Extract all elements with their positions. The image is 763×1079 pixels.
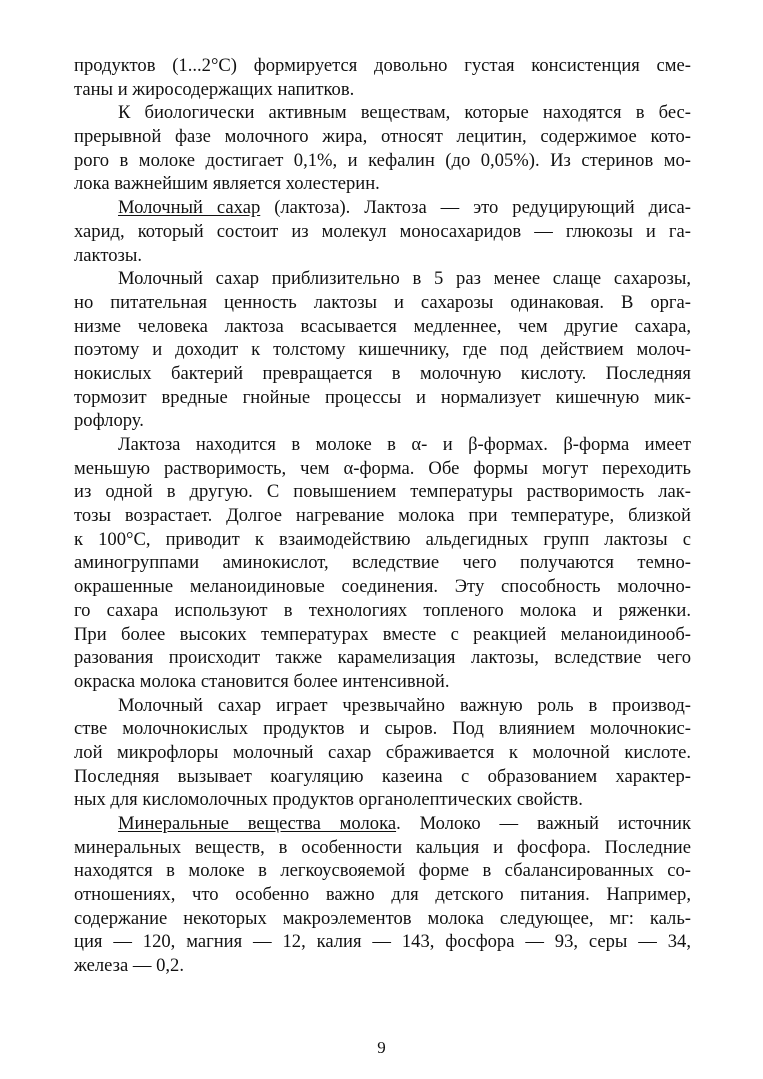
text-line — [74, 196, 691, 220]
text-line — [74, 812, 691, 836]
text-line: железа — 0,2. — [74, 955, 184, 977]
text-line: к 100°С, приводит к взаимодействию альдегидных групп лактозы с — [74, 528, 691, 550]
text-line: рого в молоке достигает 0,1%, и кефалин (до 0,05%). Из стеринов мо- — [74, 149, 691, 171]
text-line: меньшую растворимость, чем α-форма. Обе формы могут переходить — [74, 457, 691, 479]
text-line: харид, который состоит из молекул моносахаридов — глюкозы и га- — [74, 220, 691, 242]
page-text-body — [74, 54, 691, 978]
text-line: рофлору. — [74, 410, 144, 432]
text-line: разования происходит также карамелизация лактозы, вследствие чего — [74, 647, 691, 669]
text-line: ция — 120, магния — 12, калия — 143, фосфора — 93, серы — 34, — [74, 931, 691, 953]
text-line: из одной в другую. С повышением температуры растворимость лак- — [74, 481, 691, 503]
text-line: минеральных веществ, в особенности кальция и фосфора. Последние — [74, 836, 691, 858]
paragraph-lactose-sweetness — [74, 267, 691, 433]
text-line: находятся в молоке в легкоусвояемой форме в сбалансированных со- — [74, 860, 691, 882]
text-line: но питательная ценность лактозы и сахарозы одинаковая. В орга- — [74, 291, 691, 313]
text-line: прерывной фазе молочного жира, относят лецитин, содержимое кото- — [74, 126, 691, 148]
text-line: стве молочнокислых продуктов и сыров. Под влиянием молочнокис- — [74, 718, 691, 740]
text-line: поэтому и доходит к толстому кишечнику, где под действием молоч- — [74, 339, 691, 361]
text-line: лой микрофлоры молочный сахар сбраживается к молочной кислоте. — [74, 741, 691, 763]
text-line: отношениях, что особенно важно для детского питания. Например, — [74, 884, 691, 906]
section-heading-milk-sugar: Молочный сахар — [118, 197, 261, 219]
text-line: тормозит вредные гнойные процессы и нормализует кишечную мик- — [74, 386, 691, 408]
text-line: Лактоза находится в молоке в α- и β-формах. β-форма имеет — [118, 434, 691, 455]
page-number: 9 — [377, 1038, 386, 1057]
text-line: При более высоких температурах вместе с реакцией меланоидинооб- — [74, 623, 691, 645]
paragraph-mineral-substances — [74, 812, 691, 978]
heading-continuation: (лактоза). Лактоза — это редуцирующий диса- — [260, 197, 691, 219]
text-line: аминогруппами аминокислот, вследствие чего получаются темно- — [74, 552, 691, 574]
paragraph-lactose-forms — [74, 433, 691, 694]
text-line: Молочный сахар играет чрезвычайно важную роль в производ- — [118, 694, 691, 716]
text-line: продуктов (1...2°С) формируется довольно густая консистенция сме- — [74, 55, 691, 76]
text-line: тозы возрастает. Долгое нагревание молока при температуре, близкой — [74, 505, 691, 527]
text-line: окраска молока становится более интенсивной. — [74, 670, 450, 692]
paragraph-cream-consistency — [74, 54, 691, 101]
text-line: нокислых бактерий превращается в молочную кислоту. Последняя — [74, 362, 691, 384]
text-line: лактозы. — [74, 244, 142, 266]
text-line: К биологически активным веществам, которые находятся в бес- — [118, 102, 691, 124]
paragraph-lactose-in-production — [74, 694, 691, 812]
section-heading-mineral-substances: Минеральные вещества молока — [118, 813, 397, 834]
text-line: го сахара используют в технологиях топленого молока и ряженки. — [74, 599, 691, 621]
text-line: лока важнейшим является холестерин. — [74, 173, 380, 195]
text-line: ных для кисломолочных продуктов органолептических свойств. — [74, 789, 583, 811]
text-line: таны и жиросодержащих напитков. — [74, 78, 355, 100]
paragraph-biologically-active-substances — [74, 101, 691, 196]
text-line: Последняя вызывает коагуляцию казеина с образованием характер- — [74, 765, 691, 787]
text-line: низме человека лактоза всасывается медленнее, чем другие сахара, — [74, 315, 691, 337]
heading-continuation: . Молоко — важный источник — [396, 813, 692, 834]
paragraph-milk-sugar-definition — [74, 196, 691, 267]
text-line: содержание некоторых макроэлементов молока следующее, мг: каль- — [74, 907, 691, 929]
text-line: Молочный сахар приблизительно в 5 раз менее слаще сахарозы, — [118, 268, 691, 290]
text-line: окрашенные меланоидиновые соединения. Эту способность молочно- — [74, 576, 691, 598]
